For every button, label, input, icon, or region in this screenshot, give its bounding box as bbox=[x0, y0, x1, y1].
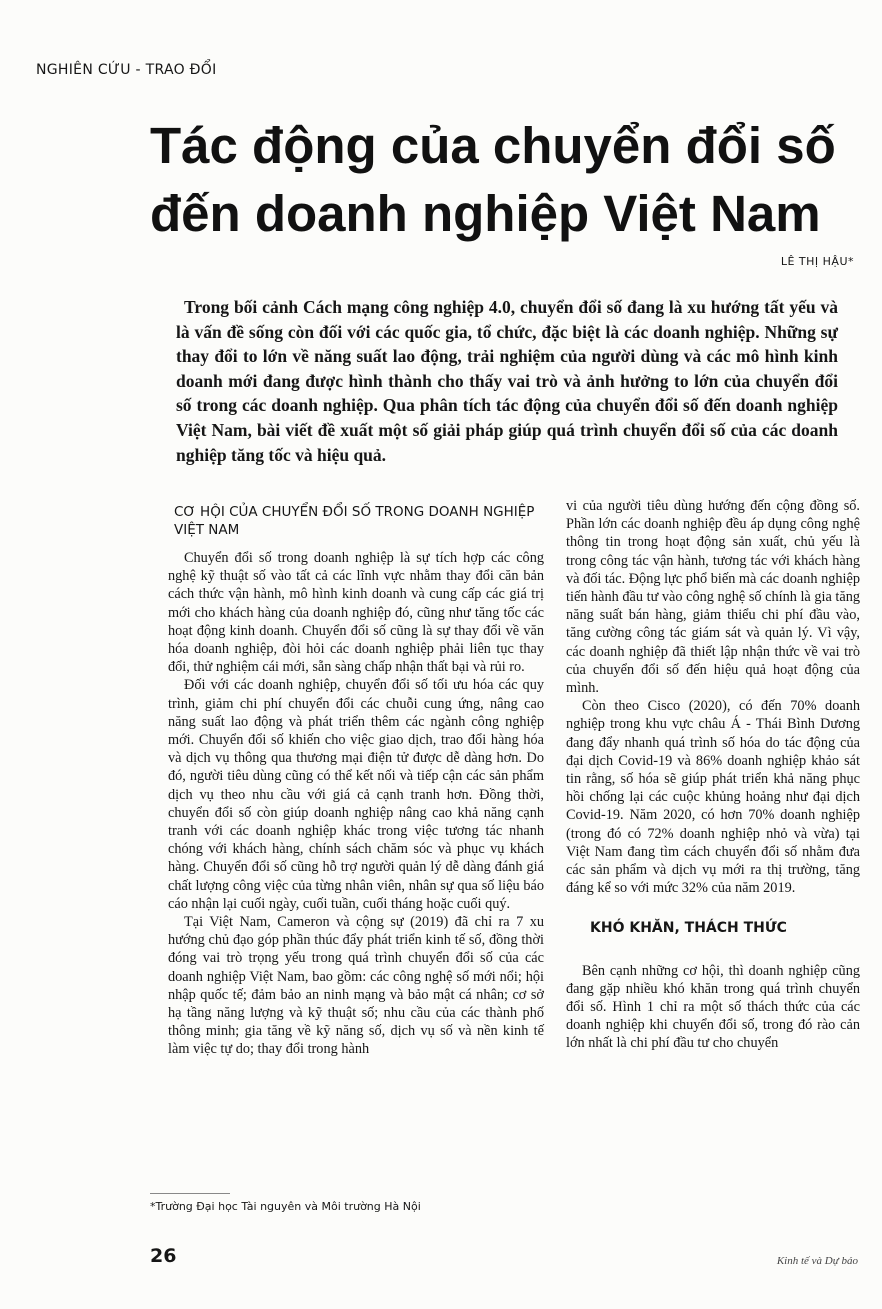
footnote: *Trường Đại học Tài nguyên và Môi trường Hà Nội bbox=[150, 1200, 421, 1213]
section-heading-opportunities: CƠ HỘI CỦA CHUYỂN ĐỔI SỐ TRONG DOANH NGHIỆP VIỆT NAM bbox=[174, 504, 535, 538]
section-tag: NGHIÊN CỨU - TRAO ĐỔI bbox=[36, 62, 217, 78]
paragraph: Còn theo Cisco (2020), có đến 70% doanh nghiệp trong khu vực châu Á - Thái Bình Dương đang đẩy nhanh quá trình số hóa do tác động của đại dịch Covid-19 và 86% doanh nghiệp khảo sát tin rằng, số hóa sẽ giúp phát triển khả năng phục hồi chống lại các cuộc khủng hoảng như đại dịch Covid-19. Năm 2020, có hơn 70% doanh nghiệp (trong đó có 72% doanh nghiệp nhỏ và vừa) tại Việt Nam đang tìm cách chuyển đổi số nhằm đưa các sản phẩm và dịch vụ mới ra thị trường, tăng đáng kể so với mức 32% của năm 2019. bbox=[566, 698, 860, 897]
article-title: Tác động của chuyển đổi số đến doanh nghiệp Việt Nam bbox=[150, 117, 836, 242]
section-heading-challenges: KHÓ KHĂN, THÁCH THỨC bbox=[590, 920, 787, 937]
paragraph: vi của người tiêu dùng hướng đến cộng đồng số. Phần lớn các doanh nghiệp đều áp dụng công nghệ thông tin trong hoạt động sản xuất, chủ yếu là trong công tác vận hành, tương tác với khách hàng và đối tác. Động lực phổ biến mà các doanh nghiệp tiến hành đầu tư vào công nghệ số chính là gia tăng năng suất bán hàng, giảm thiểu chi phí đầu vào, tăng cường công tác giám sát và quản lý. Vì vậy, các doanh nghiệp đã thiết lập nhận thức về vai trò của chuyển đổi số đến hiệu quả hoạt động của mình. bbox=[566, 498, 861, 697]
paragraph: Đối với các doanh nghiệp, chuyển đổi số tối ưu hóa các quy trình, giảm chi phí chuyển đổi các chuỗi cung ứng, nâng cao năng suất lao động và phát triển thêm các ngành công nghiệp mới. Chuyển đổi số khiến cho việc giao dịch, trao đổi hàng hóa và dịch vụ thông qua thương mại điện tử được dễ dàng hơn. Do đó, người tiêu dùng cũng có thể kết nối và tiếp cận các sản phẩm dịch vụ theo nhu cầu với giá cả cạnh tranh hơn. Đồng thời, chuyển đổi số còn giúp doanh nghiệp nâng cao khả năng cạnh tranh với các doanh nghiệp khác trong việc tương tác nhanh chóng với khách hàng, chính sách chăm sóc và phục vụ khách hàng. Chuyển đổi số cũng hỗ trợ người quản lý dễ dàng đánh giá chất lượng công việc của từng nhân viên, nhân sự qua số liệu báo cáo nhận lại cuối ngày, cuối tuần, cuối tháng hoặc cuối quý. bbox=[168, 677, 544, 912]
left-column bbox=[168, 503, 544, 1059]
paragraph: Bên cạnh những cơ hội, thì doanh nghiệp cũng đang gặp nhiều khó khăn trong quá trình chuyển đổi số. Hình 1 chỉ ra một số thách thức của các doanh nghiệp khi chuyển đổi số, trong đó rào cản lớn nhất là chi phí đầu tư cho chuyển bbox=[566, 962, 860, 1052]
paragraph: Tại Việt Nam, Cameron và cộng sự (2019) đã chỉ ra 7 xu hướng chủ đạo góp phần thúc đẩy phát triển kinh tế số, đồng thời đóng vai trò trọng yếu trong quá trình chuyển đổi số của các doanh nghiệp Việt Nam, bao gồm: các công nghệ số mới nổi; hội nhập quốc tế; đảm bảo an ninh mạng và bảo mật cá nhân; cơ sở hạ tầng năng lượng và kỹ thuật số; nhu cầu của các thành phố thông minh; gia tăng về kỹ năng số, dịch vụ số và nền kinh tế làm việc tự do; thay đổi trong hành bbox=[168, 914, 544, 1058]
page-number: 26 bbox=[150, 1245, 177, 1267]
author-name: LÊ THỊ HẬU* bbox=[780, 255, 854, 268]
footnote-divider bbox=[150, 1193, 230, 1194]
abstract: Trong bối cảnh Cách mạng công nghiệp 4.0, chuyển đổi số đang là xu hướng tất yếu và là vấn đề sống còn đối với các quốc gia, tổ chức, đặc biệt là các doanh nghiệp. Những sự thay đổi to lớn về năng suất lao động, trải nghiệm của người dùng và các mô hình kinh doanh mới đang được hình thành cho thấy vai trò và ảnh hưởng to lớn của chuyển đổi số trong các doanh nghiệp. Qua phân tích tác động của chuyển đổi số đến doanh nghiệp Việt Nam, bài viết đề xuất một số giải pháp giúp quá trình chuyển đổi số của các doanh nghiệp tăng tốc và hiệu quả. bbox=[176, 297, 838, 465]
right-column bbox=[566, 497, 860, 1053]
journal-name: Kinh tế và Dự báo bbox=[776, 1255, 858, 1267]
paragraph: Chuyển đổi số trong doanh nghiệp là sự tích hợp các công nghệ kỹ thuật số vào tất cả các lĩnh vực nhằm thay đổi căn bản cách thức vận hành, mô hình kinh doanh và cung cấp các giá trị mới cho khách hàng của doanh nghiệp đó, cũng như tăng tốc các hoạt động kinh doanh. Chuyển đổi số cũng là sự thay đổi về văn hóa doanh nghiệp, đòi hỏi các doanh nghiệp phải liên tục thay đổi, thử nghiệm cái mới, sẵn sàng chấp nhận thất bại và rủi ro. bbox=[168, 550, 544, 676]
